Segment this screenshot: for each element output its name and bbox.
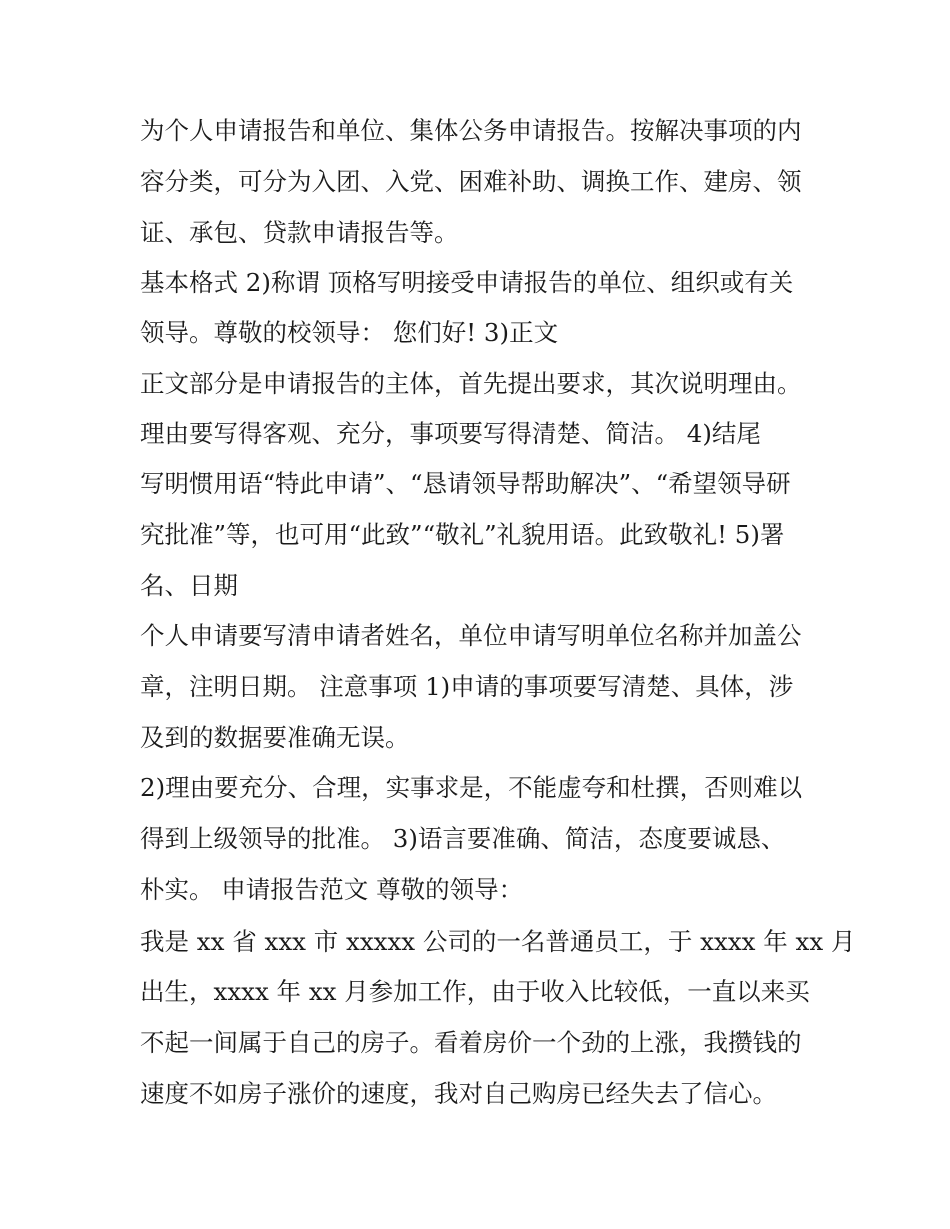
text-line: 朴实。 申请报告范文 尊敬的领导：	[140, 875, 524, 904]
text-line: 我是 xx 省 xxx 市 xxxxx 公司的一名普通员工，于 xxxx 年 xx 月	[140, 927, 856, 956]
text-line: 为个人申请报告和单位、集体公务申请报告。按解决事项的内	[140, 116, 802, 145]
text-line: 写明惯用语“特此申请”、“恳请领导帮助解决”、“希望领导研	[140, 469, 791, 498]
text-line: 及到的数据要准确无误。	[140, 723, 410, 752]
text-line: 正文部分是申请报告的主体，首先提出要求，其次说明理由。	[140, 369, 802, 398]
text-line: 证、承包、贷款申请报告等。	[140, 218, 459, 247]
text-line: 理由要写得客观、充分，事项要写得清楚、简洁。 4)结尾	[140, 419, 761, 448]
text-line: 容分类，可分为入团、入党、困难补助、调换工作、建房、领	[140, 167, 802, 196]
text-line: 得到上级领导的批准。 3)语言要准确、简洁，态度要诚恳、	[140, 824, 786, 853]
text-line: 名、日期	[140, 571, 238, 600]
text-line: 领导。尊敬的校领导： 您们好! 3)正文	[140, 318, 559, 347]
text-line: 究批准”等，也可用“此致”“敬礼”礼貌用语。此致敬礼! 5)署	[140, 520, 785, 549]
text-line: 2)理由要充分、合理，实事求是，不能虚夸和杜撰，否则难以	[140, 773, 803, 802]
text-line: 出生，xxxx 年 xx 月参加工作，由于收入比较低，一直以来买	[140, 977, 810, 1006]
text-line: 速度不如房子涨价的速度，我对自己购房已经失去了信心。	[140, 1079, 777, 1108]
text-line: 章，注明日期。 注意事项 1)申请的事项要写清楚、具体，涉	[140, 672, 794, 701]
text-line: 个人申请要写清申请者姓名，单位申请写明单位名称并加盖公	[140, 621, 802, 650]
text-line: 基本格式 2)称谓 顶格写明接受申请报告的单位、组织或有关	[140, 268, 794, 297]
text-line: 不起一间属于自己的房子。看着房价一个劲的上涨，我攒钱的	[140, 1028, 802, 1057]
